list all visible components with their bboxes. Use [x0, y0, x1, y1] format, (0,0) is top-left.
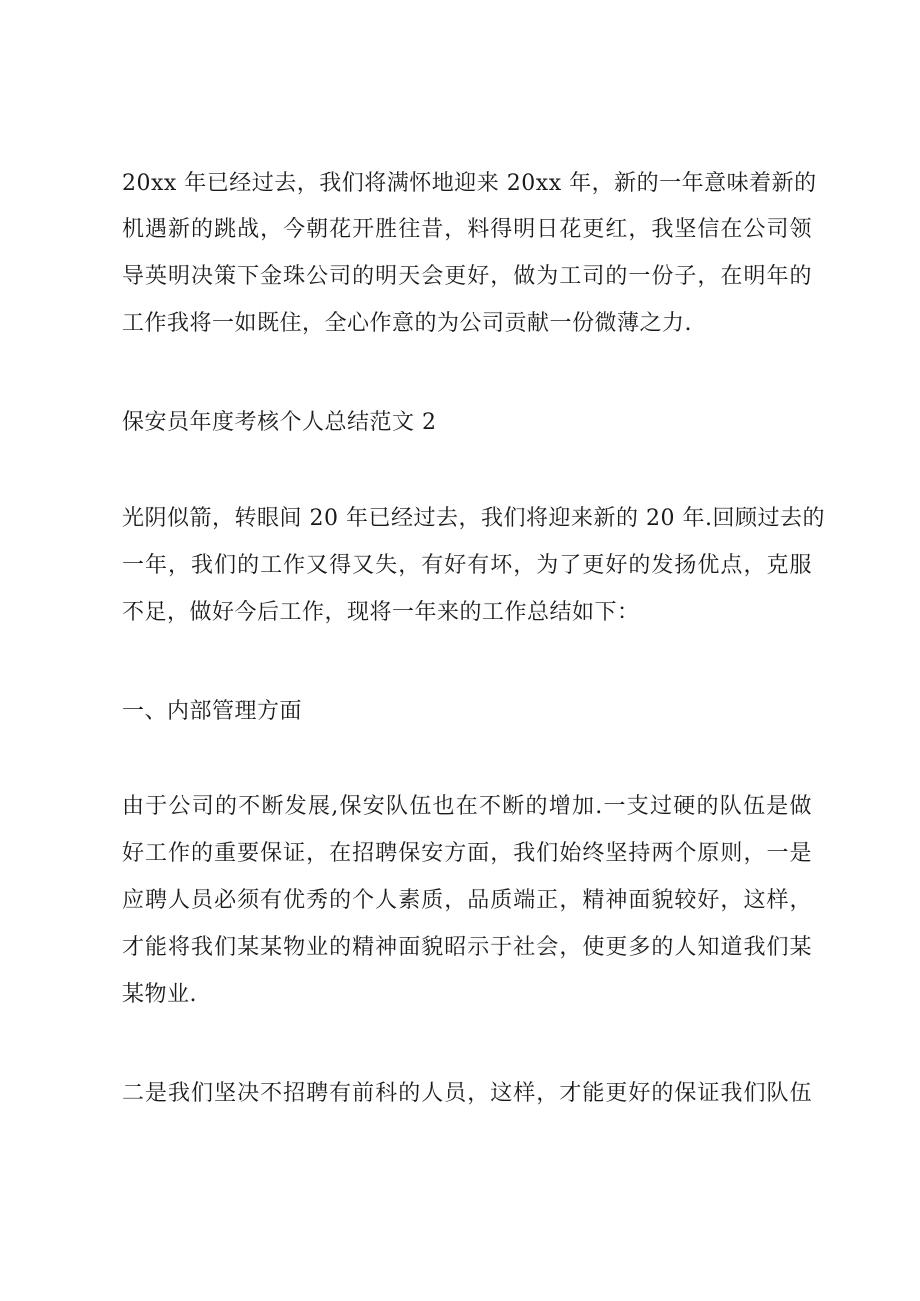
section-heading: 一、内部管理方面 — [122, 699, 303, 724]
section-heading: 保安员年度考核个人总结范文 2 — [122, 410, 437, 435]
paragraph-line: 光阴似箭，转眼间 20 年已经过去，我们将迎来新的 20 年.回顾过去的 — [122, 506, 825, 531]
paragraph-line: 某物业. — [122, 982, 197, 1007]
paragraph-line: 才能将我们某某物业的精神面貌昭示于社会，使更多的人知道我们某 — [122, 935, 812, 960]
paragraph-line: 二是我们坚决不招聘有前科的人员，这样，才能更好的保证我们队伍 — [122, 1081, 812, 1106]
paragraph-line: 应聘人员必须有优秀的个人素质，品质端正，精神面貌较好，这样， — [122, 888, 812, 913]
paragraph-line: 由于公司的不断发展,保安队伍也在不断的增加.一支过硬的队伍是做 — [122, 794, 812, 819]
paragraph-line: 导英明决策下金珠公司的明天会更好，做为工司的一份子，在明年的 — [122, 264, 812, 289]
paragraph-line: 好工作的重要保证，在招聘保安方面，我们始终坚持两个原则，一是 — [122, 841, 812, 866]
paragraph-line: 机遇新的跳战，今朝花开胜往昔，料得明日花更红，我坚信在公司领 — [122, 217, 812, 242]
paragraph-line: 工作我将一如既住，全心作意的为公司贡献一份微薄之力. — [122, 311, 692, 336]
paragraph-line: 一年，我们的工作又得又失，有好有坏，为了更好的发扬优点，克服 — [122, 553, 812, 578]
paragraph-line: 不足，做好今后工作，现将一年来的工作总结如下： — [122, 600, 640, 625]
paragraph-line: 20xx 年已经过去，我们将满怀地迎来 20xx 年，新的一年意味着新的 — [122, 171, 817, 196]
